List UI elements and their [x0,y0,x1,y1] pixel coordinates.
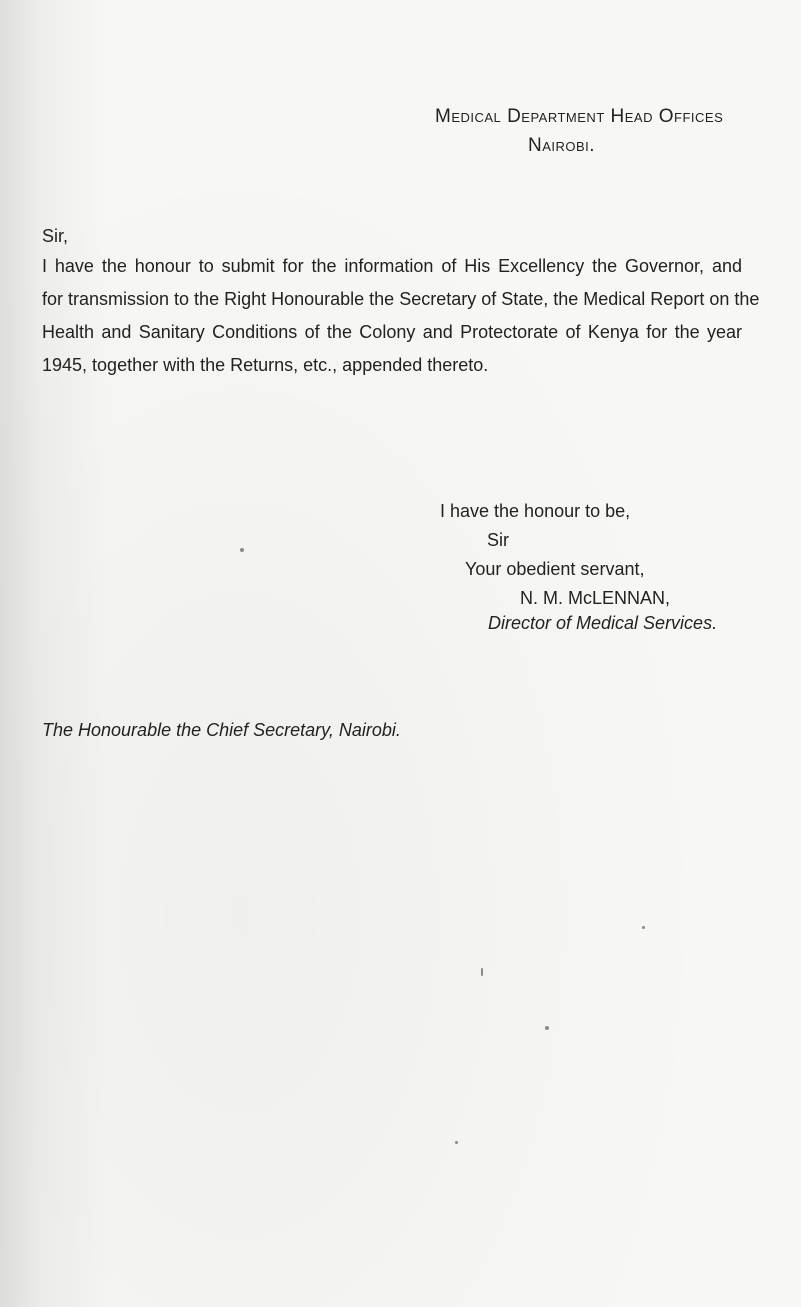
letterhead-office: Medical Department Head Offices [435,106,724,127]
body-line: I have the honour to submit for the information of His Excellency the Governor, and [42,256,742,276]
closing-sir: Sir [487,530,509,550]
addressee: The Honourable the Chief Secretary, Nairobi. [42,720,401,740]
paper-speck [481,968,483,976]
closing-line: I have the honour to be, [440,501,631,521]
body-line: 1945, together with the Returns, etc., appended thereto. [42,355,489,375]
paper-speck [642,926,645,929]
letterhead-city: Nairobi. [528,135,596,156]
signatory-name: N. M. McLENNAN, [520,588,671,608]
paper-speck [240,548,244,552]
letter-body [42,250,760,382]
signatory-title: Director of Medical Services. [488,613,718,633]
body-line: for transmission to the Right Honourable the Secretary of State, the Medical Report on the [42,289,760,309]
salutation: Sir, [42,226,69,246]
paper-speck [455,1141,458,1144]
closing-servant: Your obedient servant, [465,559,645,579]
body-line: Health and Sanitary Conditions of the Colony and Protectorate of Kenya for the year [42,322,742,342]
paper-speck [545,1026,549,1030]
